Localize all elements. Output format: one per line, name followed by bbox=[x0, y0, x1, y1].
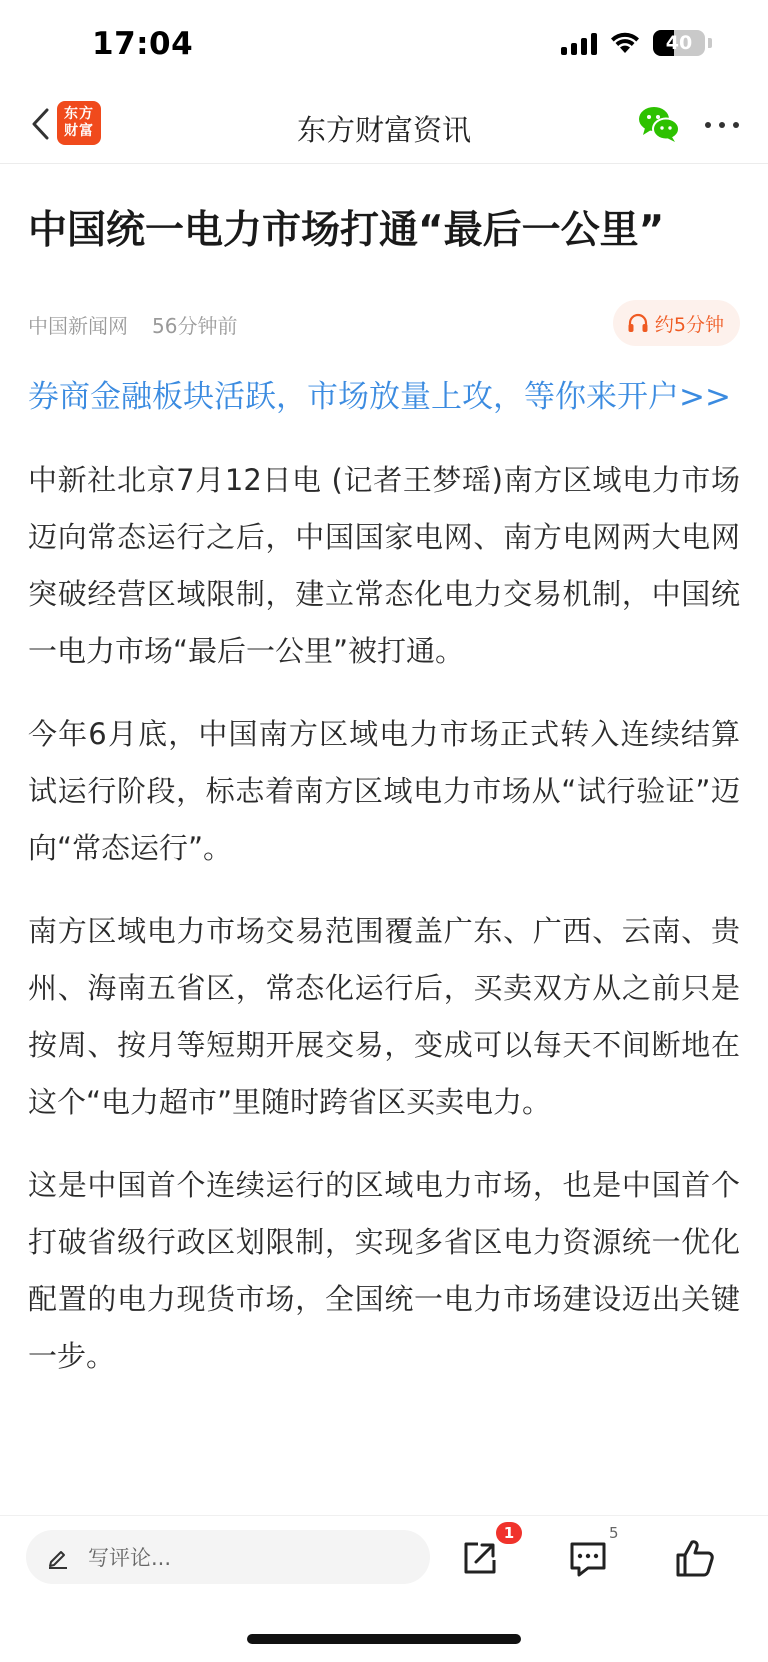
article-paragraph: 南方区域电力市场交易范围覆盖广东、广西、云南、贵州、海南五省区，常态化运行后，买卖双方从之前只是按周、按月等短期开展交易，变成可以每天不间断地在这个“电力超市”里随时跨省区买卖电力。 bbox=[28, 914, 740, 1119]
signal-icon bbox=[561, 31, 597, 55]
comment-icon bbox=[566, 1536, 610, 1580]
article-paragraph: 中新社北京7月12日电 (记者王梦瑶)南方区域电力市场迈向常态运行之后，中国国家电网、南方电网两大电网突破经营区域限制，建立常态化电力交易机制，中国统一电力市场“最后一公里”被打通。 bbox=[28, 463, 740, 668]
article-time: 56分钟前 bbox=[152, 314, 238, 338]
wechat-icon[interactable] bbox=[637, 104, 681, 144]
share-button[interactable] bbox=[458, 1536, 502, 1580]
article bbox=[28, 164, 740, 1385]
like-button[interactable] bbox=[673, 1536, 717, 1580]
article-paragraph: 今年6月底，中国南方区域电力市场正式转入连续结算试运行阶段，标志着南方区域电力市场从“试行验证”迈向“常态运行”。 bbox=[28, 717, 740, 865]
article-meta bbox=[28, 300, 740, 346]
comment-input[interactable] bbox=[26, 1530, 430, 1584]
wifi-icon bbox=[609, 31, 641, 55]
nav-bar bbox=[0, 88, 768, 164]
comment-placeholder: 写评论... bbox=[88, 1546, 172, 1570]
pencil-icon bbox=[46, 1545, 70, 1569]
battery-cap bbox=[708, 38, 712, 48]
bottom-toolbar bbox=[0, 1515, 768, 1662]
article-source[interactable]: 中国新闻网 bbox=[28, 314, 128, 338]
share-icon bbox=[458, 1536, 502, 1580]
status-time: 17:04 bbox=[92, 26, 194, 62]
battery-level: 40 bbox=[665, 32, 693, 54]
comments-button[interactable] bbox=[566, 1536, 610, 1580]
listen-button[interactable] bbox=[613, 300, 740, 346]
page-title: 东方财富资讯 bbox=[296, 113, 471, 147]
headphones-icon bbox=[627, 313, 649, 333]
promo-link[interactable]: 券商金融板块活跃，市场放量上攻，等你来开户>> bbox=[28, 379, 731, 415]
more-icon[interactable] bbox=[705, 108, 739, 142]
thumbs-up-icon bbox=[673, 1536, 717, 1580]
home-indicator bbox=[247, 1634, 521, 1644]
article-title: 中国统一电力市场打通“最后一公里” bbox=[28, 208, 665, 253]
listen-duration: 约5分钟 bbox=[654, 313, 724, 336]
status-bar bbox=[0, 0, 768, 88]
share-badge: 1 bbox=[496, 1522, 522, 1544]
article-paragraph: 这是中国首个连续运行的区域电力市场，也是中国首个打破省级行政区划限制，实现多省区电力资源统一优化配置的电力现货市场，全国统一电力市场建设迈出关键一步。 bbox=[28, 1168, 740, 1373]
comment-count: 5 bbox=[609, 1524, 619, 1542]
status-icons bbox=[561, 30, 712, 56]
app-logo[interactable]: 东方财富 bbox=[57, 101, 101, 145]
battery-icon bbox=[653, 30, 705, 56]
